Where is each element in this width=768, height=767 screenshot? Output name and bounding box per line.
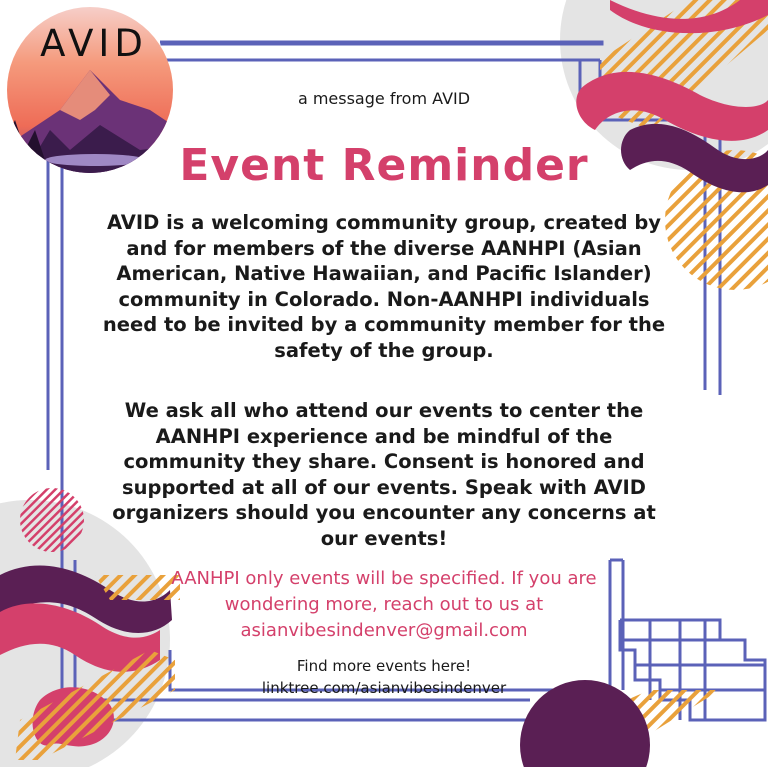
pink-striped-circle (20, 488, 84, 552)
page-title: Event Reminder (179, 140, 589, 191)
linktree-link[interactable]: linktree.com/asianvibesindenver (261, 679, 507, 697)
contact-note: AANHPI only events will be specified. If you are wondering more, reach out to us at asianvibesindenver@gmail.com (171, 568, 597, 641)
find-events (200, 655, 568, 699)
paragraph-guidelines: We ask all who attend our events to center the AANHPI experience and be mindful of the community they share. Consent is honored and supported at all of our events. Speak with AVID organizers should you encounter any concerns at our events! (112, 399, 656, 550)
find-events-label: Find more events here! (296, 657, 472, 675)
logo-text: AVID (40, 22, 148, 65)
paragraph-community: AVID is a welcoming community group, created by and for members of the diverse AANHPI (Asian American, Native Hawaiian, and Pacific Islander) community in Colorado. Non-AANHPI individuals need to be invited by a community member for the safety of the group. (102, 211, 666, 362)
subtitle: a message from AVID (297, 89, 471, 108)
